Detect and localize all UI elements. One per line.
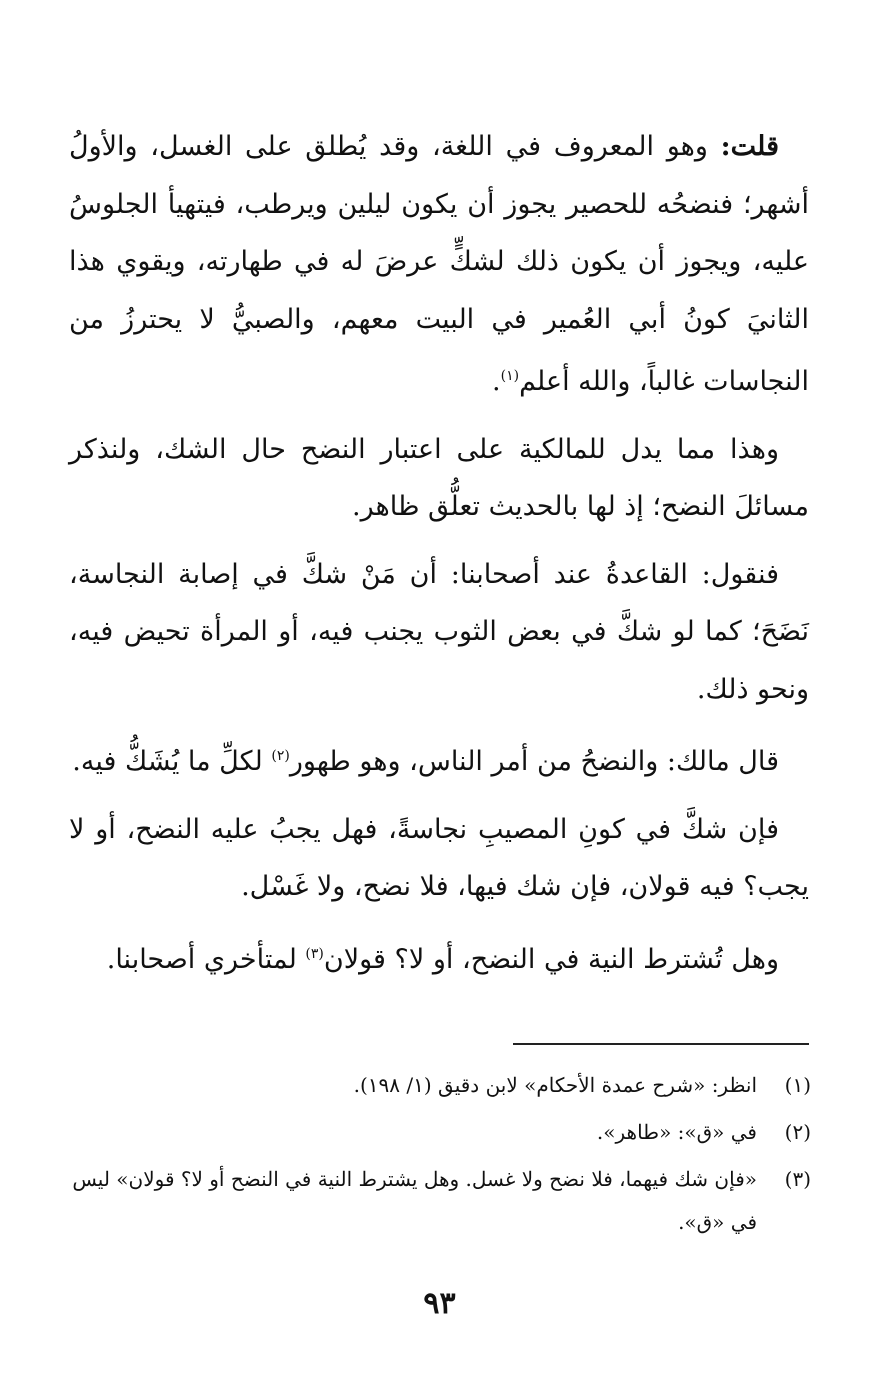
footnote-number: (٣) — [784, 1167, 811, 1191]
paragraph-4 — [69, 728, 809, 791]
footnote-1 — [69, 1064, 811, 1107]
footnotes — [69, 1064, 811, 1248]
footnote-text: انظر: «شرح عمدة الأحكام» لابن دقيق (١/ ١٩٨). — [353, 1073, 757, 1097]
paragraph-3 — [69, 546, 809, 719]
paragraph-2 — [69, 421, 809, 536]
footnote-number: (٢) — [784, 1120, 811, 1144]
footnote-3 — [69, 1158, 811, 1244]
page-number: ٩٣ — [423, 1286, 456, 1321]
footnote-ref-1: (١) — [500, 368, 520, 384]
paragraph-6-text-a: وهل تُشترط النية في النضح، أو لا؟ قولان — [323, 943, 779, 975]
paragraph-6-text-b: لمتأخري أصحابنا. — [106, 943, 297, 975]
paragraph-4-text-a: قال مالك: والنضحُ من أمر الناس، وهو طهور — [289, 746, 779, 777]
footnote-text: في «ق»: «طاهر». — [596, 1120, 757, 1144]
footnote-2 — [69, 1111, 811, 1154]
footnote-separator — [513, 1043, 809, 1045]
footnote-number: (١) — [784, 1073, 811, 1097]
paragraph-1 — [69, 118, 809, 411]
paragraph-6 — [69, 926, 809, 989]
paragraph-4-text-b: لكلِّ ما يُشَكُّ فيه. — [72, 746, 263, 777]
paragraph-1-end: . — [492, 366, 501, 397]
main-text — [69, 118, 809, 998]
paragraph-5 — [69, 801, 809, 916]
footnote-ref-2: (٢) — [271, 748, 290, 764]
footnote-text: «فإن شك فيهما، فلا نضح ولا غسل. وهل يشترط النية في النضح أو لا؟ قولان» ليس في «ق». — [72, 1167, 757, 1234]
paragraph-5-text: فإن شكَّ في كونِ المصيبِ نجاسةً، فهل يجبُ عليه النضح، أو لا يجب؟ فيه قولان، فإن شك فيها، فلا نضح، ولا غَسْل. — [69, 813, 809, 902]
qultu-lead-word: قلت: — [720, 131, 779, 162]
footnote-ref-3: (٣) — [305, 945, 324, 962]
paragraph-3-text: فنقول: القاعدةُ عند أصحابنا: أن مَنْ شكَّ في إصابة النجاسة، نَضَحَ؛ كما لو شكَّ في بعض الثوب يجنب فيه، أو المرأة تحيض فيه، ونحو ذلك. — [69, 558, 809, 705]
paragraph-1-text: وهو المعروف في اللغة، وقد يُطلق على الغسل، والأولُ أشهر؛ فنضحُه للحصير يجوز أن يكون ليلين ويرطب، فيتهيأ الجلوسُ عليه، ويجوز أن يكون ذلك لشكٍّ عرضَ له في طهارته، ويقوي هذا الثانيَ كونُ أبي العُمير في البيت معهم، والصبيُّ لا يحترزُ من النجاسات غالباً، والله أعلم — [69, 131, 809, 397]
paragraph-2-text: وهذا مما يدل للمالكية على اعتبار النضح حال الشك، ولنذكر مسائلَ النضح؛ إذ لها بالحديث تعلُّق ظاهر. — [69, 433, 809, 522]
